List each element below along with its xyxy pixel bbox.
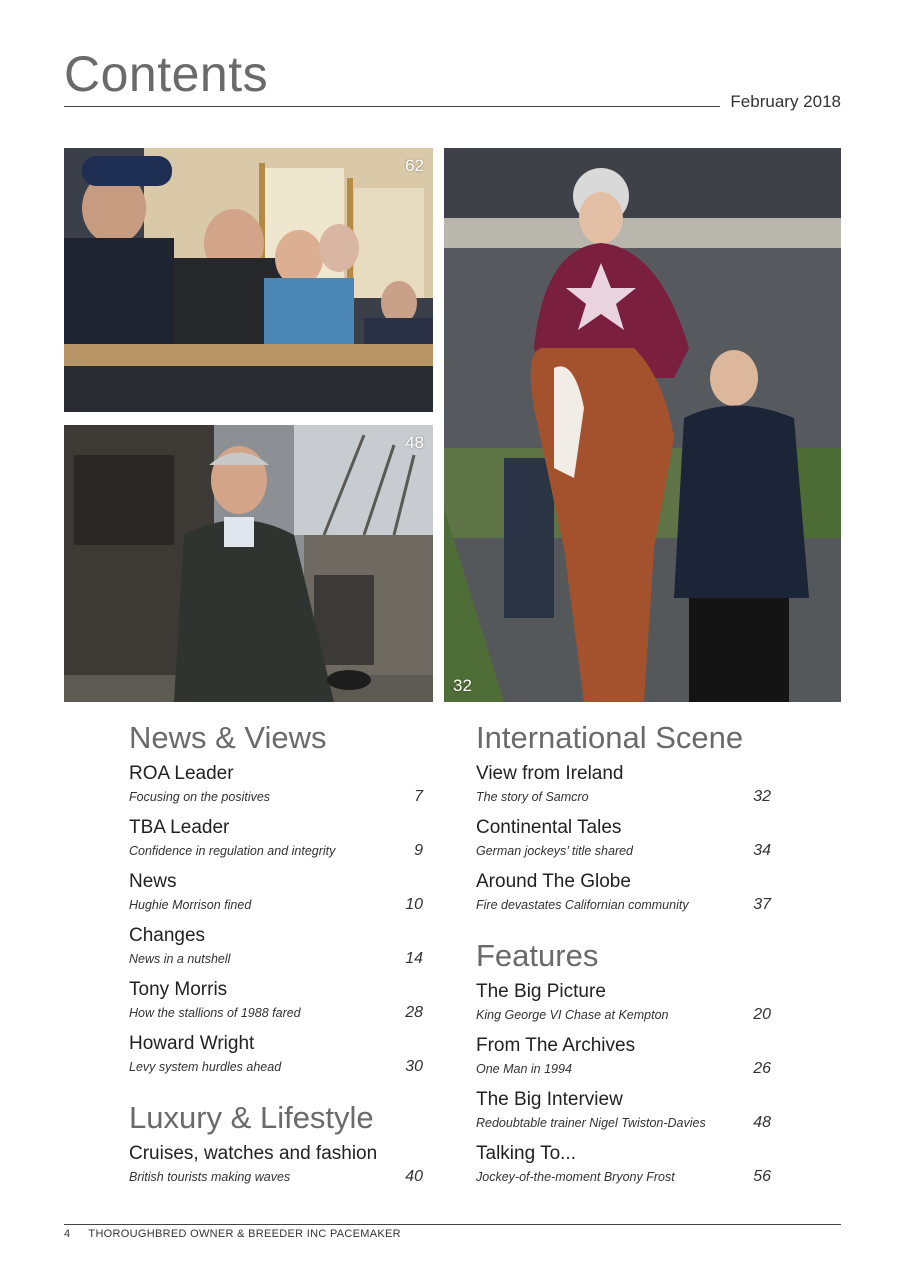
entry-description: News in a nutshell — [129, 952, 231, 966]
entry-description: One Man in 1994 — [476, 1062, 572, 1076]
page-title: Contents — [64, 46, 269, 102]
entry-description: The story of Samcro — [476, 790, 589, 804]
contents-entry[interactable] — [476, 870, 771, 924]
contents-entry[interactable] — [129, 978, 423, 1032]
footer — [64, 1228, 401, 1240]
entry-page-number: 30 — [405, 1058, 423, 1075]
entry-page-number: 10 — [405, 896, 423, 913]
entry-page-number: 37 — [753, 896, 771, 913]
entry-title: Howard Wright — [129, 1033, 255, 1054]
entry-description: Hughie Morrison fined — [129, 898, 252, 912]
contents-entry[interactable] — [129, 1032, 423, 1086]
entry-description: Jockey-of-the-moment Bryony Frost — [476, 1170, 675, 1184]
issue-date: February 2018 — [730, 92, 841, 111]
photo-page-ref: 32 — [453, 676, 472, 695]
entry-title: Around The Globe — [476, 871, 631, 892]
contents-entry[interactable] — [129, 762, 423, 816]
photo-page-ref: 62 — [405, 156, 424, 175]
entry-page-number: 56 — [753, 1168, 771, 1185]
contents-entry[interactable] — [476, 1088, 771, 1142]
contents-entry[interactable] — [476, 762, 771, 816]
entry-page-number: 28 — [405, 1004, 423, 1021]
entry-title: View from Ireland — [476, 763, 624, 784]
entry-page-number: 26 — [753, 1060, 771, 1077]
contents-column-left — [129, 718, 423, 1196]
entry-title: The Big Interview — [476, 1089, 623, 1110]
contents-entry[interactable] — [129, 816, 423, 870]
photo-jockey-horse-illustration — [444, 148, 841, 702]
photo-trainer-stable[interactable] — [64, 425, 433, 702]
entry-description: Fire devastates Californian community — [476, 898, 689, 912]
contents-entry[interactable] — [129, 1142, 423, 1196]
contents-entry[interactable] — [476, 980, 771, 1034]
photo-jockey-horse[interactable] — [444, 148, 841, 702]
entry-title: News — [129, 871, 177, 892]
entry-description: Redoubtable trainer Nigel Twiston-Davies — [476, 1116, 706, 1130]
entry-description: How the stallions of 1988 fared — [129, 1006, 301, 1020]
footer-page-number: 4 — [64, 1228, 71, 1240]
contents-entry[interactable] — [476, 1142, 771, 1196]
entry-description: Focusing on the positives — [129, 790, 271, 804]
entry-description: Confidence in regulation and integrity — [129, 844, 336, 858]
contents-entry[interactable] — [476, 816, 771, 870]
entry-description: German jockeys’ title shared — [476, 844, 634, 858]
entry-page-number: 7 — [414, 788, 423, 805]
entry-description: King George VI Chase at Kempton — [476, 1008, 669, 1022]
section-heading-news-views: News & Views — [129, 720, 327, 755]
entry-title: Continental Tales — [476, 817, 622, 838]
section-heading-luxury-lifestyle: Luxury & Lifestyle — [129, 1100, 374, 1135]
entry-description: Levy system hurdles ahead — [129, 1060, 282, 1074]
entry-title: ROA Leader — [129, 763, 234, 784]
section-heading-features: Features — [476, 938, 599, 973]
contents-entry[interactable] — [129, 924, 423, 978]
entry-title: From The Archives — [476, 1035, 636, 1056]
section-heading-international-scene: International Scene — [476, 720, 744, 755]
entry-title: Changes — [129, 925, 206, 946]
entry-title: Tony Morris — [129, 979, 228, 1000]
photo-page-ref: 48 — [405, 433, 424, 452]
title-divider — [64, 106, 720, 107]
entry-title: Cruises, watches and fashion — [129, 1143, 378, 1164]
contents-column-right — [476, 718, 771, 1196]
entry-page-number: 32 — [753, 788, 771, 805]
entry-page-number: 48 — [753, 1114, 771, 1131]
footer-publication: THOROUGHBRED OWNER & BREEDER INC PACEMAKER — [88, 1228, 401, 1240]
entry-title: Talking To... — [476, 1143, 576, 1164]
contents-entry[interactable] — [476, 1034, 771, 1088]
photo-trainer-stable-illustration — [64, 425, 433, 702]
entry-page-number: 14 — [405, 950, 423, 967]
photo-sales-crowd-illustration — [64, 148, 433, 412]
entry-title: TBA Leader — [129, 817, 230, 838]
contents-entry[interactable] — [129, 870, 423, 924]
entry-title: The Big Picture — [476, 981, 606, 1002]
entry-page-number: 34 — [753, 842, 771, 859]
footer-divider — [64, 1224, 841, 1225]
entry-page-number: 20 — [753, 1006, 771, 1023]
entry-page-number: 40 — [405, 1168, 423, 1185]
entry-page-number: 9 — [414, 842, 423, 859]
entry-description: British tourists making waves — [129, 1170, 291, 1184]
photo-sales-crowd[interactable] — [64, 148, 433, 412]
